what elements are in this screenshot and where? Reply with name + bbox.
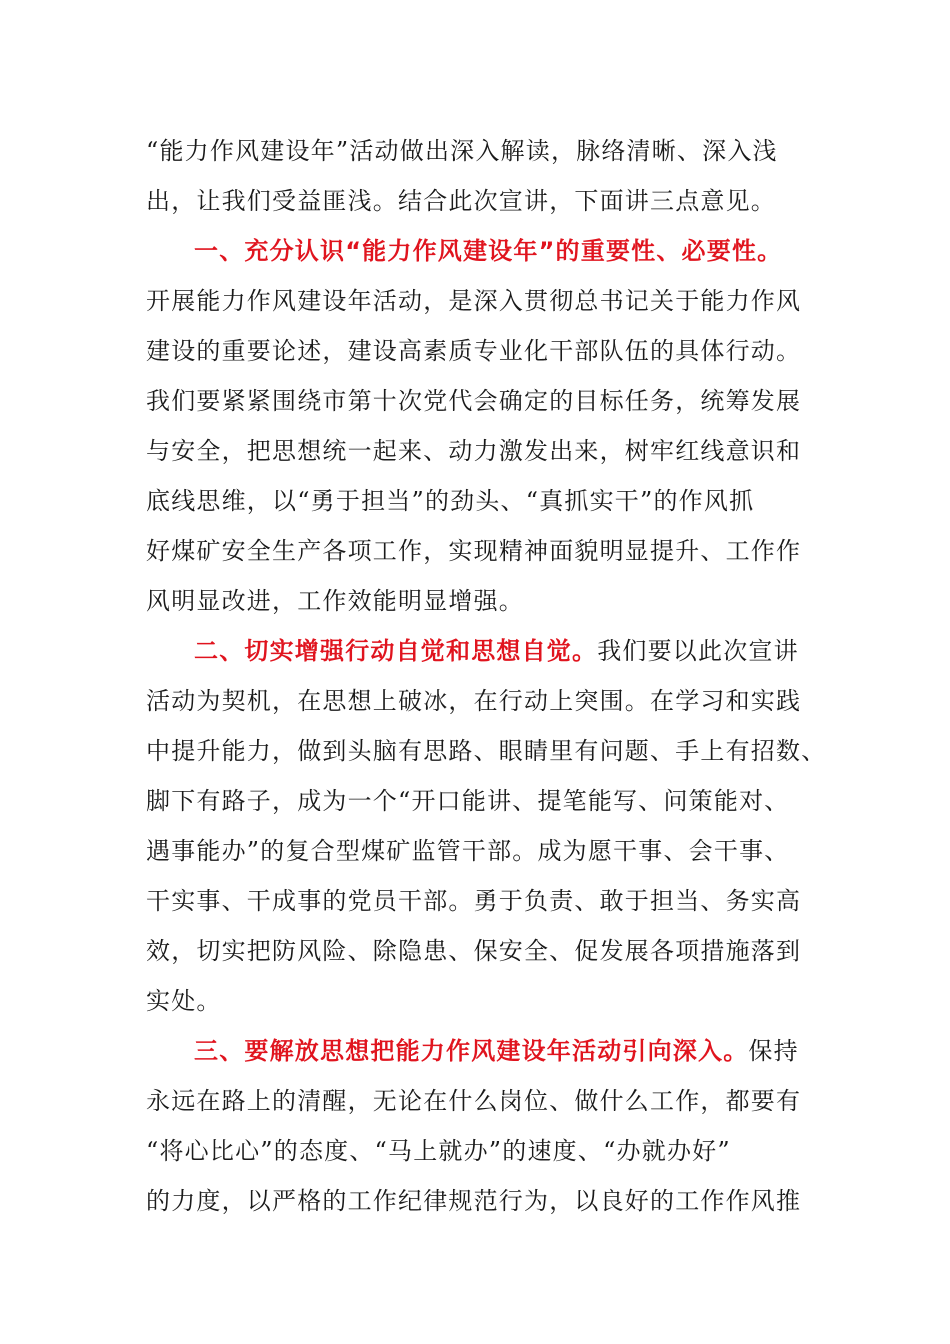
section-2 — [194, 636, 799, 666]
text-line: 建设的重要论述，建设高素质专业化干部队伍的具体行动。 — [146, 337, 802, 365]
section-3-text: 保持 — [748, 1037, 799, 1065]
text-line: 脚下有路子，成为一个“开口能讲、提笔能写、问策能对、 — [146, 787, 790, 815]
text-line: 实处。 — [146, 987, 222, 1015]
text-line: 风明显改进，工作效能明显增强。 — [146, 587, 524, 615]
text-line: 开展能力作风建设年活动，是深入贯彻总书记关于能力作风 — [146, 287, 802, 315]
text-line: 与安全，把思想统一起来、动力激发出来，树牢红线意识和 — [146, 437, 802, 465]
text-line: 遇事能办”的复合型煤矿监管干部。成为愿干事、会干事、 — [146, 837, 790, 865]
text-line: 我们要紧紧围绕市第十次党代会确定的目标任务，统筹发展 — [146, 387, 802, 415]
text-line: 活动为契机，在思想上破冰，在行动上突围。在学习和实践 — [146, 687, 802, 715]
section-3 — [194, 1036, 799, 1066]
text-line: 中提升能力，做到头脑有思路、眼睛里有问题、手上有招数、 — [146, 737, 827, 765]
text-line: “将心比心”的态度、“马上就办”的速度、“办就办好” — [146, 1137, 731, 1165]
text-line: 出，让我们受益匪浅。结合此次宣讲，下面讲三点意见。 — [146, 187, 776, 215]
section-1-heading: 一、充分认识“能力作风建设年”的重要性、必要性。 — [194, 237, 783, 265]
text-line: “能力作风建设年”活动做出深入解读，脉络清晰、深入浅 — [146, 137, 778, 165]
text-line: 干实事、干成事的党员干部。勇于负责、敢于担当、务实高 — [146, 887, 802, 915]
section-2-text: 我们要以此次宣讲 — [597, 637, 799, 665]
text-line: 好煤矿安全生产各项工作，实现精神面貌明显提升、工作作 — [146, 537, 802, 565]
text-line: 底线思维，以“勇于担当”的劲头、“真抓实干”的作风抓 — [146, 487, 755, 515]
text-line: 的力度，以严格的工作纪律规范行为，以良好的工作作风推 — [146, 1187, 802, 1215]
section-1 — [194, 236, 782, 266]
text-line: 永远在路上的清醒，无论在什么岗位、做什么工作，都要有 — [146, 1087, 802, 1115]
text-line: 效，切实把防风险、除隐患、保安全、促发展各项措施落到 — [146, 937, 802, 965]
section-3-heading: 三、要解放思想把能力作风建设年活动引向深入。 — [194, 1037, 749, 1065]
section-2-heading: 二、切实增强行动自觉和思想自觉。 — [194, 637, 598, 665]
